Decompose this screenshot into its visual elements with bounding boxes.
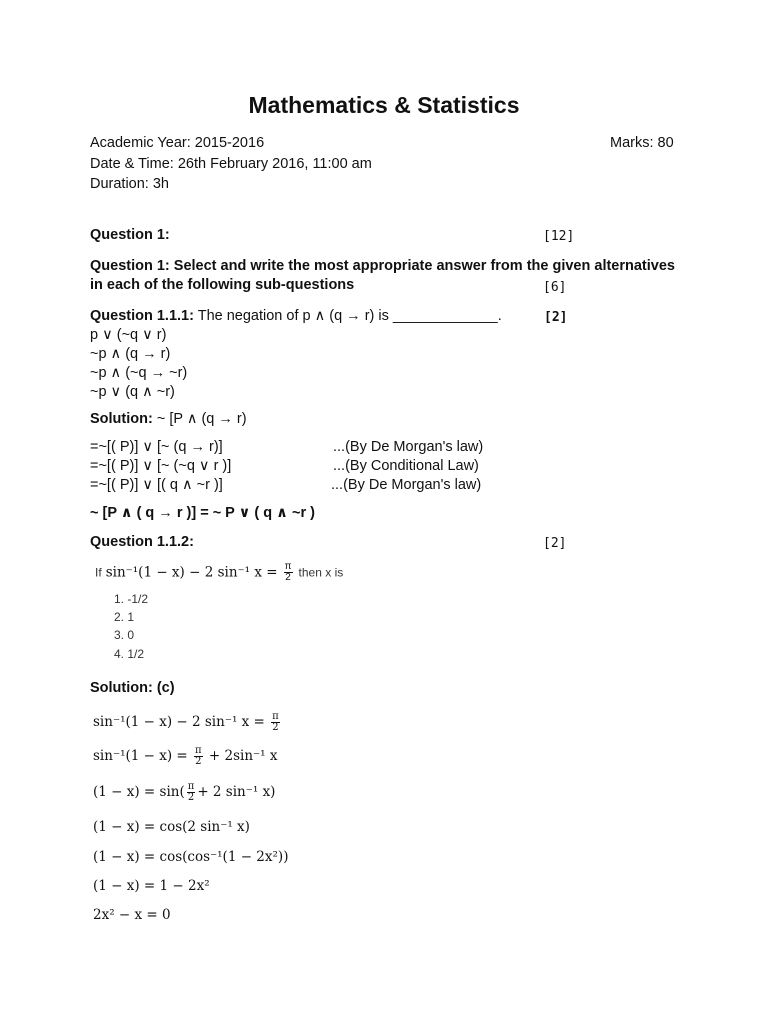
question-1-1-1-text: The negation of p ∧ (q → r) is _____________. [193,308,502,324]
choice-3: 3. 0 [114,628,135,642]
derivation-step-6: (1 − x) = 1 − 2x² [93,878,210,894]
derivation-step-4: (1 − x) = cos(2 sin⁻¹ x) [93,819,250,835]
derivation-step-5: (1 − x) = cos(cos⁻¹(1 − 2x²)) [93,849,289,865]
question-1-marks: [12] [543,229,575,244]
question-1-1-2-heading: Question 1.1.2: [90,534,194,550]
solution-1-1-1 [90,411,247,427]
prompt-suffix: then x is [298,565,344,580]
solution-step-expr: =~[( P)] ∨ [~ (q → r)] [90,439,223,455]
total-marks: Marks: 80 [610,135,674,151]
question-1-1-1 [90,308,502,324]
solution-step-reason: ...(By Conditional Law) [333,458,479,474]
solution-step-expr: =~[( P)] ∨ [~ (~q ∨ r )] [90,458,232,474]
solution-label: Solution: [90,411,153,427]
pi-over-two-fraction: $\frac{\pi}{2}$ [195,745,202,767]
pi-over-two-fraction: $\frac{\pi}{2}$ [284,561,292,583]
pi-over-two-fraction: $\frac{\pi}{2}$ [187,781,195,803]
solution-expression: ~ [P ∧ (q → r) [152,411,247,427]
solution-step-reason: ...(By De Morgan's law) [333,439,484,455]
academic-year: Academic Year: 2015-2016 [90,135,265,151]
pi-over-two-fraction: $\frac{\pi}{2}$ [272,711,279,733]
prompt-expression: sin⁻¹(1 − x) − 2 sin⁻¹ x = [105,564,278,581]
prompt-prefix: If [95,565,102,580]
page-title: Mathematics & Statistics [248,92,520,118]
solution-step-reason: ...(By De Morgan's law) [331,477,482,493]
option-3: ~p ∧ (~q → ~r) [90,365,188,381]
solution-step-expr: =~[( P)] ∨ [( q ∧ ~r )] [90,477,223,493]
question-1-intro-line1: Question 1: Select and write the most appropriate answer from the given alternatives [90,258,675,274]
choice-1: 1. -1/2 [114,592,149,606]
choice-2: 2. 1 [114,610,135,624]
derivation-step-2: sin⁻¹(1 − x) = $\frac{\pi}{2}$ + 2sin⁻¹ x [93,745,278,767]
question-1-1-1-label: Question 1.1.1: [90,308,194,324]
question-1-heading: Question 1: [90,227,170,243]
derivation-step-1: sin⁻¹(1 − x) − 2 sin⁻¹ x = $\frac{\pi}{2}$ [93,711,279,733]
option-2: ~p ∧ (q → r) [90,346,171,362]
solution-result: ~ [P ∧ ( q → r )] = ~ P ∨ ( q ∧ ~r ) [90,505,315,521]
option-1: p ∨ (~q ∨ r) [90,327,167,343]
choice-4: 4. 1/2 [114,647,145,661]
question-1-intro-line2: in each of the following sub-questions [90,277,355,293]
question-1-1-2-prompt [95,562,343,583]
derivation-step-3: (1 − x) = sin( $\frac{\pi}{2}$ + 2 sin⁻¹ x) [93,781,276,803]
option-4: ~p ∨ (q ∧ ~r) [90,384,175,400]
derivation-step-7: 2x² − x = 0 [93,907,171,923]
exam-duration: Duration: 3h [90,176,169,192]
question-1-1-1-marks: [2] [544,310,568,325]
question-1-1-2-marks: [2] [543,536,567,551]
solution-1-1-2-heading: Solution: (c) [90,680,175,696]
exam-date-time: Date & Time: 26th February 2016, 11:00 am [90,156,372,172]
question-1-intro-marks: [6] [543,280,567,295]
